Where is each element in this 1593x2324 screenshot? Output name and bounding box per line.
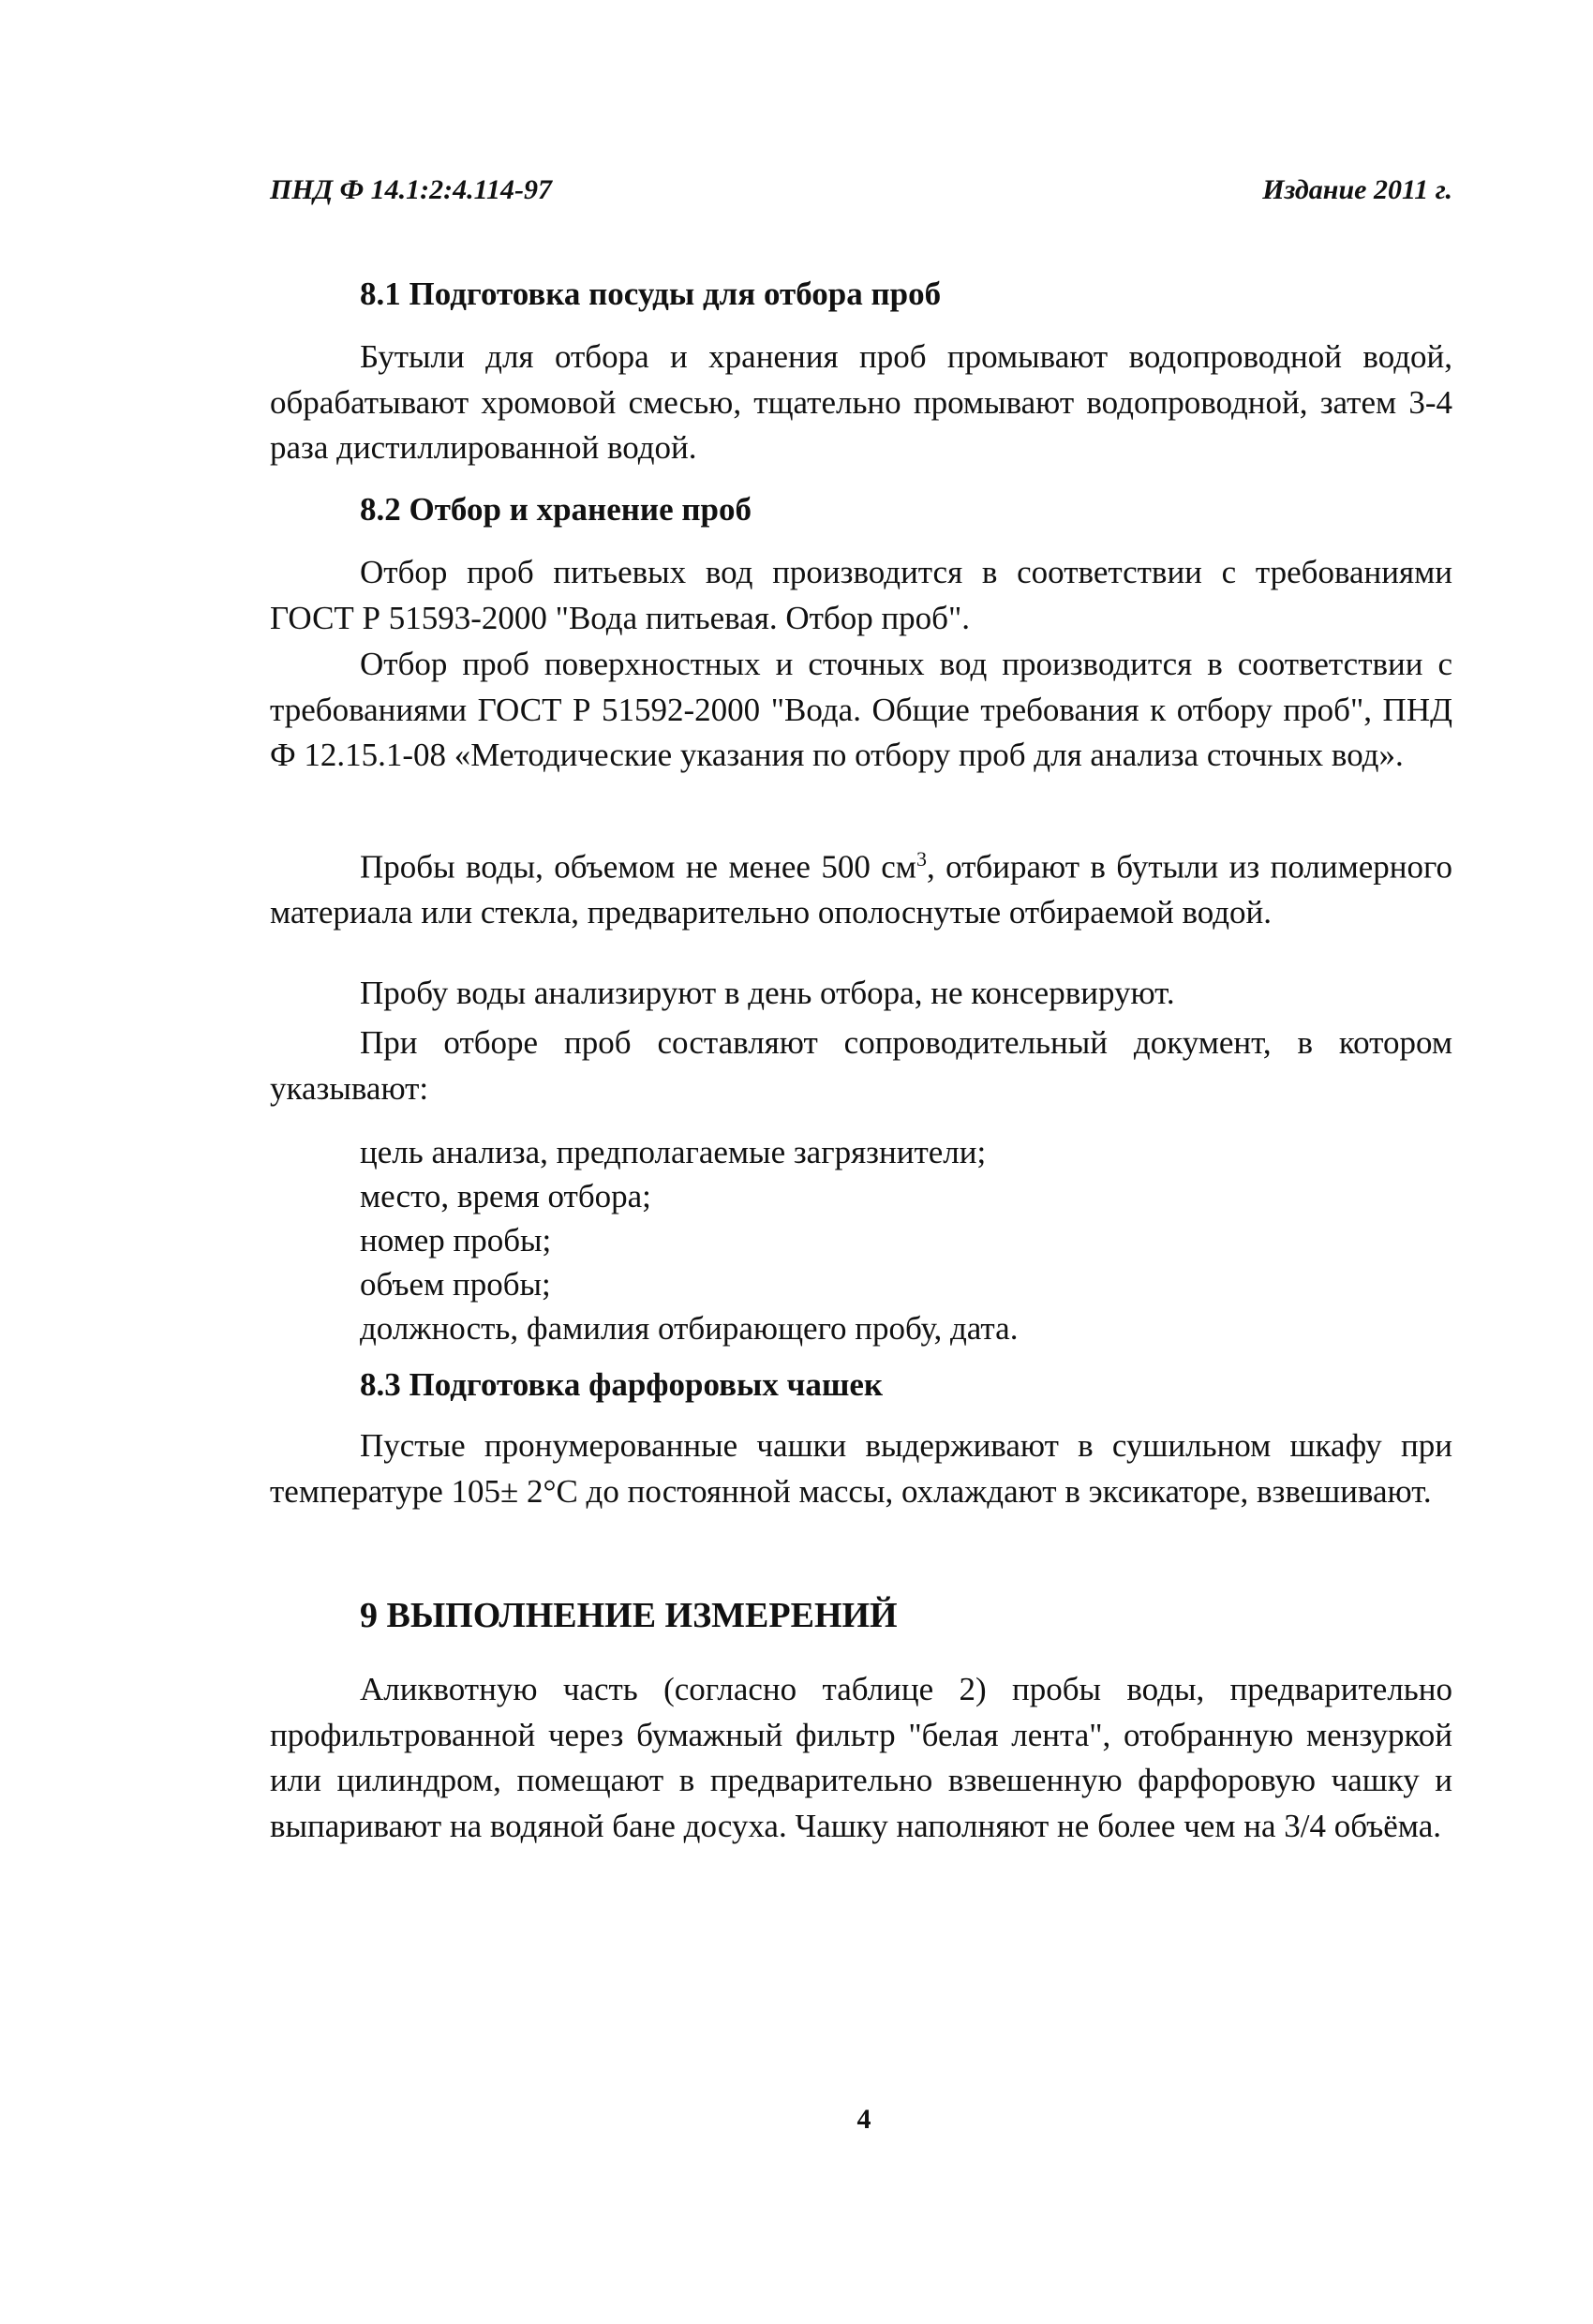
section-heading-8-1: 8.1 Подготовка посуды для отбора проб bbox=[360, 276, 942, 312]
section-heading-8-3: 8.3 Подготовка фарфоровых чашек bbox=[360, 1366, 884, 1403]
edition-label: Издание 2011 г. bbox=[1262, 174, 1452, 205]
document-code: ПНД Ф 14.1:2:4.114-97 bbox=[270, 174, 552, 205]
paragraph-8-2-3 bbox=[270, 837, 1452, 936]
paragraph-8-3: Пустые пронумерованные чашки выдерживают в сушильном шкафу при температуре 105± 2°С до постоянной массы, охлаждают в эксикаторе, взвешивают. bbox=[270, 1427, 1452, 1510]
list-item: место, время отбора; bbox=[360, 1178, 651, 1214]
paragraph-8-1: Бутыли для отбора и хранения проб промывают водопроводной водой, обрабатывают хромовой смесью, тщательно промывают водопроводной, затем 3-4 раза дистиллированной водой. bbox=[270, 338, 1452, 467]
list-item: цель анализа, предполагаемые загрязнители; bbox=[360, 1134, 987, 1170]
paragraph-8-2-5: При отборе проб составляют сопроводительный документ, в котором указывают: bbox=[270, 1024, 1452, 1107]
paragraph-8-2-4: Пробу воды анализируют в день отбора, не консервируют. bbox=[360, 975, 1175, 1011]
page-header bbox=[270, 174, 1452, 219]
list-item: должность, фамилия отбирающего пробу, дата. bbox=[360, 1310, 1019, 1347]
list-item: объем пробы; bbox=[360, 1266, 551, 1303]
page-number: 4 bbox=[856, 2104, 871, 2135]
list-item: номер пробы; bbox=[360, 1222, 552, 1259]
paragraph-8-2-1: Отбор проб питьевых вод производится в соответствии с требованиями ГОСТ Р 51593-2000 "Вода питьевая. Отбор проб". bbox=[270, 554, 1452, 636]
superscript-3: 3 bbox=[916, 847, 927, 871]
paragraph-8-2-3-text-start: Пробы воды, объемом не менее 500 см bbox=[360, 848, 916, 886]
paragraph-8-2-2: Отбор проб поверхностных и сточных вод производится в соответствии с требованиями ГОСТ Р 51592-2000 "Вода. Общие требования к отбору проб", ПНД Ф 12.15.1-08 «Методические указания по отбору проб для анализа сточных вод». bbox=[270, 646, 1452, 774]
section-heading-8-2: 8.2 Отбор и хранение проб bbox=[360, 491, 752, 528]
paragraph-9: Аликвотную часть (согласно таблице 2) пробы воды, предварительно профильтрованной через бумажный фильтр "белая лента", отобранную мензуркой или цилиндром, помещают в предварительно взвешенную фарфоровую чашку и выпаривают на водяной бане досуха. Чашку наполняют не более чем на 3/4 объёма. bbox=[270, 1671, 1452, 1844]
section-heading-9: 9 ВЫПОЛНЕНИЕ ИЗМЕРЕНИЙ bbox=[360, 1596, 898, 1635]
paragraph-8-2-3-text-end: , отбирают в бутыли из полимерного материала или стекла, предварительно ополоснутые отбираемой водой. bbox=[270, 848, 1452, 931]
